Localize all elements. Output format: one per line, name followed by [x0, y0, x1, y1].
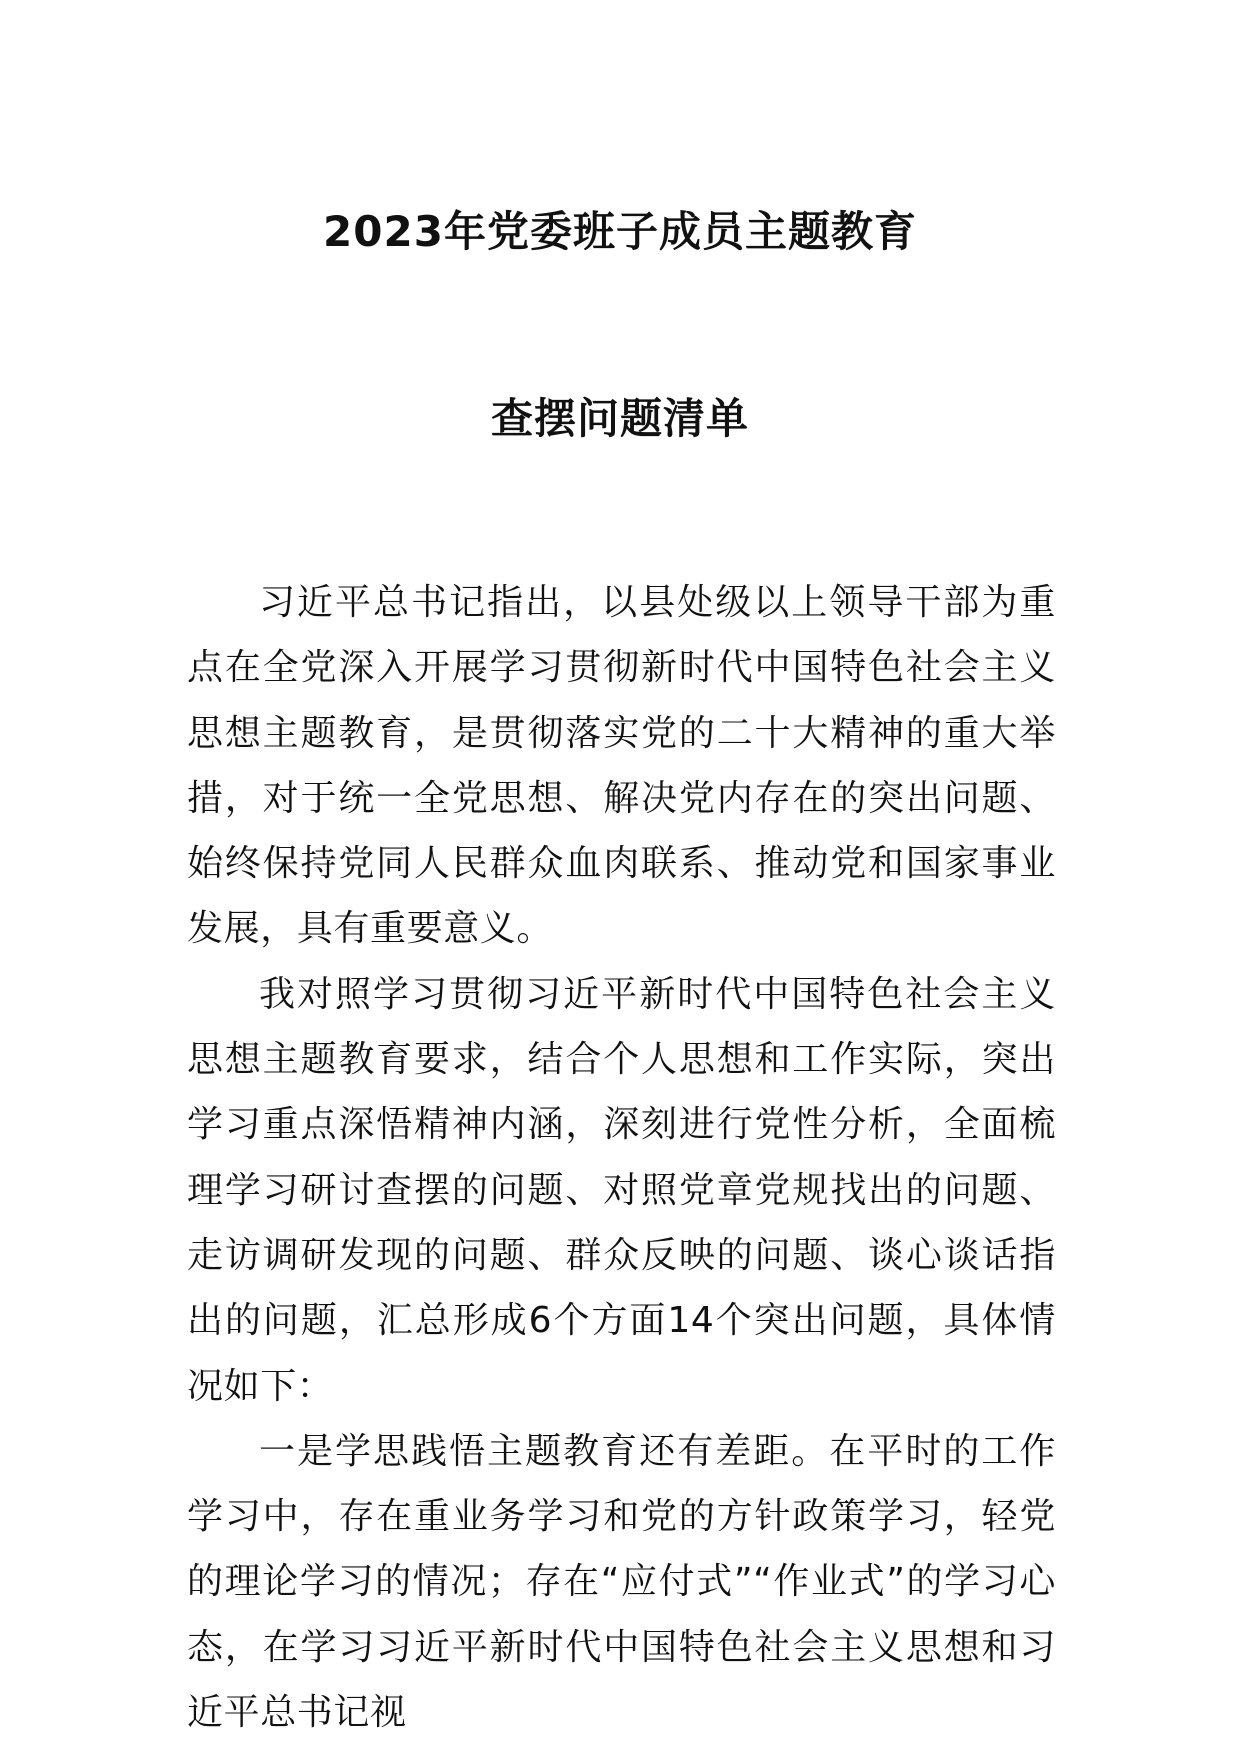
document-title-line-1: 2023年党委班子成员主题教育 — [323, 207, 917, 256]
paragraph-overview: 我对照学习贯彻习近平新时代中国特色社会主义思想主题教育要求，结合个人思想和工作实际，突出学习重点深悟精神内涵，深刻进行党性分析，全面梳理学习研讨查摆的问题、对照党章党规找出的问题、走访调研发现的问题、群众反映的问题、谈心谈话指出的问题，汇总形成6个方面14个突出问题，具体情况如下： — [187, 973, 1056, 1407]
document-body — [187, 570, 1056, 1745]
paragraph-issue-1: 一是学思践悟主题教育还有差距。在平时的工作学习中，存在重业务学习和党的方针政策学习，轻党的理论学习的情况；存在“应付式”“作业式”的学习心态，在学习习近平新时代中国特色社会主义思想和习近平总书记视 — [187, 1430, 1056, 1734]
document-title-line-2: 查摆问题清单 — [490, 394, 749, 443]
paragraph-intro: 习近平总书记指出，以县处级以上领导干部为重点在全党深入开展学习贯彻新时代中国特色社会主义思想主题教育，是贯彻落实党的二十大精神的重大举措，对于统一全党思想、解决党内存在的突出问题、始终保持党同人民群众血肉联系、推动党和国家事业发展，具有重要意义。 — [187, 582, 1056, 950]
